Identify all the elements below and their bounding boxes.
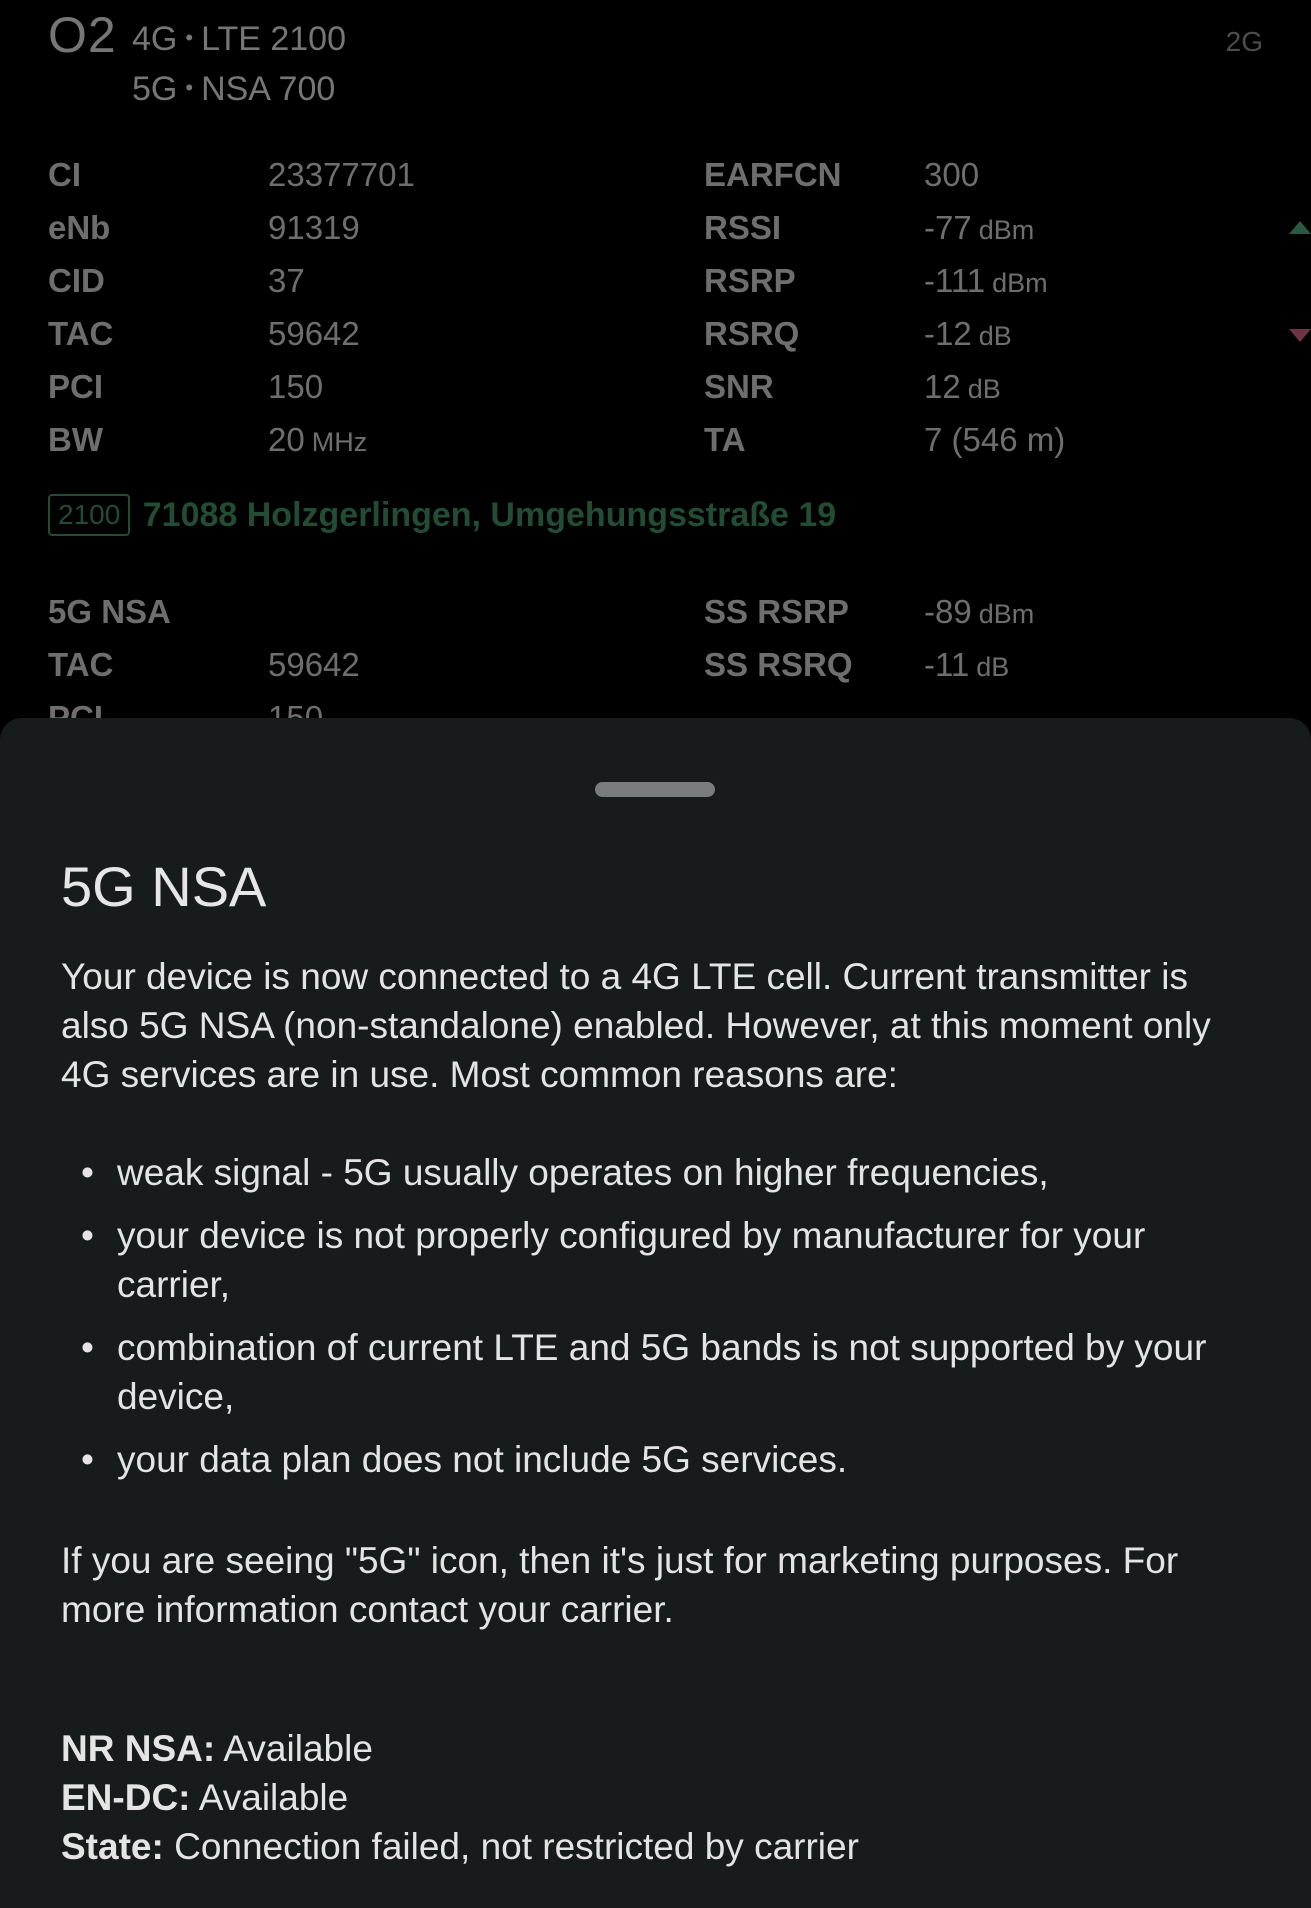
- trend-down-icon: [1289, 329, 1311, 342]
- row-unit: dB: [978, 321, 1012, 351]
- status-value: Connection failed, not restricted by carrier: [174, 1826, 859, 1867]
- list-item: • your device is not properly configured by manufacturer for your carrier,: [61, 1211, 1261, 1309]
- separator-dot: •: [185, 75, 194, 100]
- trend-up-icon: [1289, 221, 1311, 234]
- row-key: TAC: [48, 646, 114, 683]
- lte-technology-line: [132, 20, 346, 59]
- row-unit: MHz: [311, 427, 368, 457]
- intro-paragraph: Your device is now connected to a 4G LTE cell. Current transmitter is also 5G NSA (non-standalone) enabled. However, at this moment only 4G services are in use. Most common reasons are:: [61, 956, 1211, 1095]
- row-key: 5G NSA: [48, 593, 171, 630]
- status-label: State:: [61, 1826, 164, 1867]
- status-en-dc: [61, 1773, 1261, 1822]
- bottom-sheet: [0, 718, 1311, 1908]
- operator-name: O2: [48, 7, 117, 63]
- sheet-title: 5G NSA: [61, 855, 267, 918]
- bullet-icon: •: [81, 1152, 94, 1193]
- cell-address: 71088 Holzgerlingen, Umgehungsstraße 19: [142, 495, 837, 534]
- row-unit: dB: [967, 374, 1001, 404]
- bullet-icon: •: [81, 1327, 94, 1368]
- nr-generation: 5G: [132, 70, 178, 108]
- list-item: • weak signal - 5G usually operates on higher frequencies,: [61, 1148, 1261, 1197]
- row-key: CID: [48, 262, 105, 299]
- row-value: -11 dB: [924, 646, 1010, 683]
- row-value: -89 dBm: [924, 593, 1035, 630]
- drag-handle[interactable]: [595, 782, 715, 797]
- status-label: EN-DC:: [61, 1777, 191, 1818]
- row-key: RSRQ: [704, 315, 800, 352]
- operator-header: [48, 6, 1263, 106]
- row-unit: dBm: [992, 268, 1048, 298]
- row-key: SS RSRQ: [704, 646, 853, 683]
- nr-band: NSA 700: [201, 70, 336, 108]
- status-block: [61, 1724, 1261, 1871]
- row-value: 12 dB: [924, 368, 1001, 405]
- status-state: [61, 1822, 1261, 1871]
- row-key: EARFCN: [704, 156, 842, 193]
- outro-paragraph: If you are seeing "5G" icon, then it's just for marketing purposes. For more information contact your carrier.: [61, 1540, 1179, 1630]
- row-value: -111 dBm: [924, 262, 1048, 299]
- lte-band: LTE 2100: [201, 20, 346, 58]
- row-value: 23377701: [268, 156, 415, 193]
- bullet-icon: •: [81, 1215, 94, 1256]
- list-item: • combination of current LTE and 5G bands is not supported by your device,: [61, 1323, 1261, 1421]
- row-value: -12 dB: [924, 315, 1012, 353]
- row-key: RSSI: [704, 209, 782, 246]
- row-value: 91319: [268, 209, 360, 246]
- row-value: 300: [924, 156, 980, 193]
- row-value: 20 MHz: [268, 421, 368, 458]
- row-key: RSRP: [704, 262, 796, 299]
- row-key: PCI: [48, 368, 104, 405]
- bullet-icon: •: [81, 1439, 94, 1480]
- network-badge-2g: 2G: [1225, 26, 1263, 57]
- list-item: • your data plan does not include 5G services.: [61, 1435, 1261, 1484]
- row-key: eNb: [48, 209, 111, 246]
- status-value: Available: [223, 1728, 373, 1769]
- row-value: -77 dBm: [924, 209, 1034, 247]
- row-unit: dB: [976, 652, 1010, 682]
- reasons-list: [61, 1148, 1261, 1498]
- cell-location[interactable]: [48, 494, 836, 540]
- row-value: 150: [268, 368, 324, 405]
- row-key: CI: [48, 156, 81, 193]
- row-key: SS RSRP: [704, 593, 849, 630]
- nr-technology-line: [132, 70, 335, 109]
- row-unit: dBm: [978, 215, 1035, 245]
- row-value: 59642: [268, 646, 360, 683]
- row-value: 37: [268, 262, 305, 299]
- status-label: NR NSA:: [61, 1728, 216, 1769]
- row-key: SNR: [704, 368, 774, 405]
- row-value: 59642: [268, 315, 360, 352]
- row-key: TA: [704, 421, 746, 458]
- band-chip: 2100: [48, 494, 130, 536]
- row-key: BW: [48, 421, 103, 458]
- status-value: Available: [198, 1777, 349, 1818]
- row-value: 7 (546 m): [924, 421, 1066, 458]
- row-key: TAC: [48, 315, 114, 352]
- status-nr-nsa: [61, 1724, 1261, 1773]
- lte-generation: 4G: [132, 20, 178, 58]
- row-unit: dBm: [978, 599, 1035, 629]
- separator-dot: •: [185, 25, 194, 50]
